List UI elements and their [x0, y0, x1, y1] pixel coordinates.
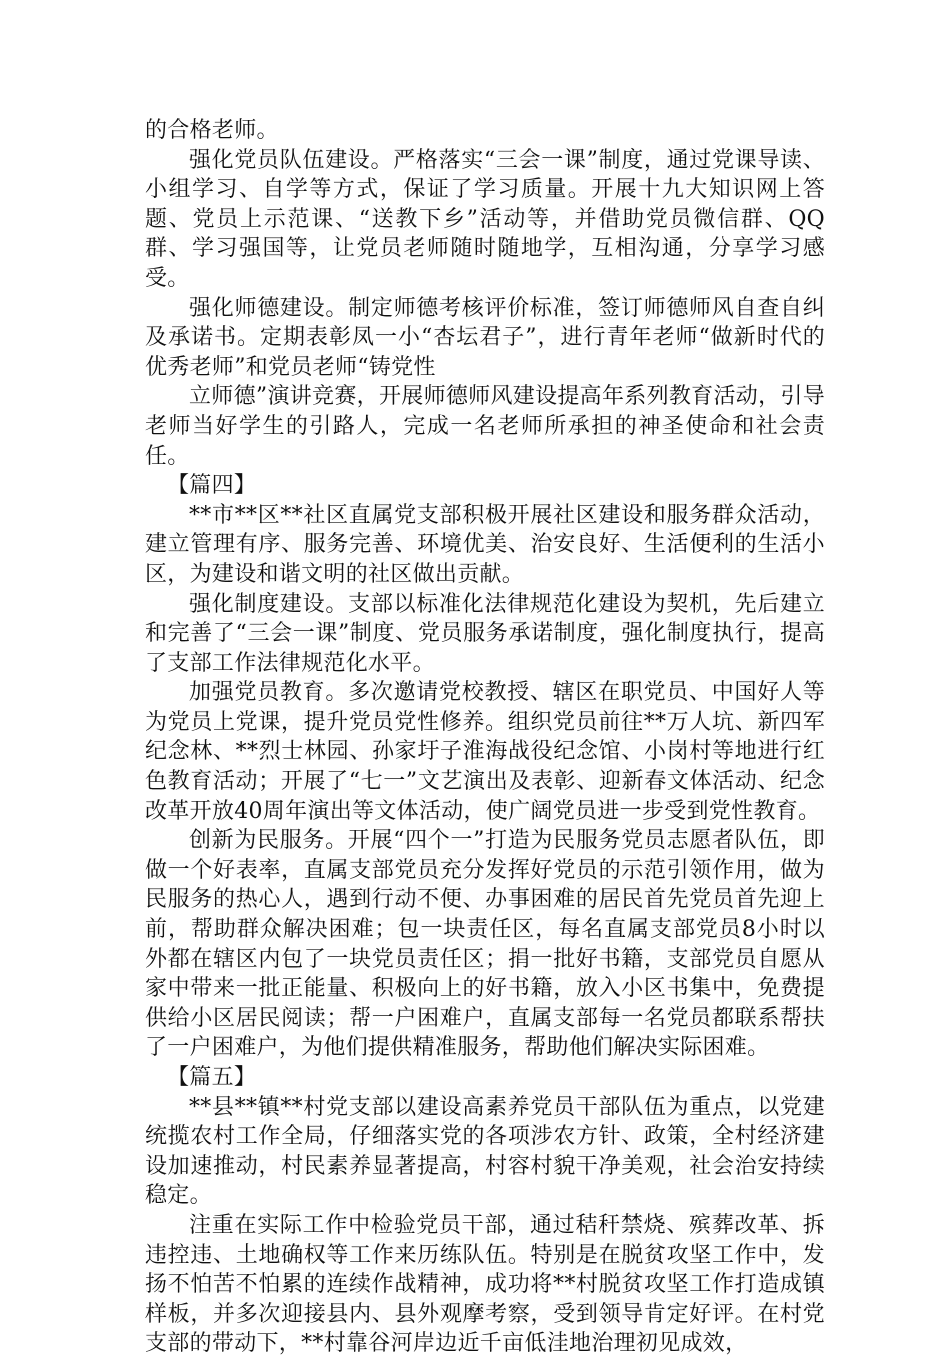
- paragraph: 注重在实际工作中检验党员干部，通过秸秆禁烧、殡葬改革、拆违控违、土地确权等工作来历练队伍。特别是在脱贫攻坚工作中，发扬不怕苦不怕累的连续作战精神，成功将**村脱贫攻坚工作打造成镇样板，并多次迎接县内、县外观摩考察，受到领导肯定好评。在村党支部的带动下，**村靠谷河岸边近千亩低洼地治理初见成效，: [145, 1212, 825, 1357]
- paragraph: 强化师德建设。制定师德考核评价标准，签订师德师风自查自纠及承诺书。定期表彰凤一小“杏坛君子”，进行青年老师“做新时代的优秀老师”和党员老师“铸党性: [145, 295, 825, 380]
- section-heading: 【篇五】: [167, 1065, 257, 1090]
- document-body: [145, 116, 825, 1359]
- paragraph: 的合格老师。: [145, 118, 279, 143]
- paragraph: 强化党员队伍建设。严格落实“三会一课”制度，通过党课导读、小组学习、自学等方式，保证了学习质量。开展十九大知识网上答题、党员上示范课、“送教下乡”活动等，并借助党员微信群、QQ群、学习强国等，让党员老师随时随地学，互相沟通，分享学习感受。: [145, 147, 825, 291]
- section-heading: 【篇四】: [167, 473, 257, 499]
- paragraph: **县**镇**村党支部以建设高素养党员干部队伍为重点，以党建统揽农村工作全局，仔细落实党的各项涉农方针、政策，全村经济建设加速推动，村民素养显著提高，村容村貌干净美观，社会治安持续稳定。: [145, 1094, 825, 1209]
- paragraph: 加强党员教育。多次邀请党校教授、辖区在职党员、中国好人等为党员上党课，提升党员党性修养。组织党员前往**万人坑、新四军纪念林、**烈士林园、孙家圩子淮海战役纪念馆、小岗村等地进行红色教育活动；开展了“七一”文艺演出及表彰、迎新春文体活动、纪念改革开放40周年演出等文体活动，使广阔党员进一步受到党性教育。: [145, 680, 825, 824]
- paragraph: 创新为民服务。开展“四个一”打造为民服务党员志愿者队伍，即做一个好表率，直属支部党员充分发挥好党员的示范引领作用，做为民服务的热心人，遇到行动不便、办事困难的居民首先党员首先迎上前，帮助群众解决困难；包一块责任区，每名直属支部党员8小时以外都在辖区内包了一块党员责任区；捐一批好书籍，支部党员自愿从家中带来一批正能量、积极向上的好书籍，放入小区书集中，免费提供给小区居民阅读；帮一户困难户，直属支部每一名党员都联系帮扶了一户困难户，为他们提供精准服务，帮助他们解决实际困难。: [145, 828, 825, 1061]
- paragraph: 强化制度建设。支部以标准化法律规范化建设为契机，先后建立和完善了“三会一课”制度、党员服务承诺制度，强化制度执行，提高了支部工作法律规范化水平。: [145, 591, 825, 676]
- paragraph: 立师德”演讲竞赛，开展师德师风建设提高年系列教育活动，引导老师当好学生的引路人，完成一名老师所承担的神圣使命和社会责任。: [145, 384, 825, 469]
- paragraph: **市**区**社区直属党支部积极开展社区建设和服务群众活动，建立管理有序、服务完善、环境优美、治安良好、生活便利的生活小区，为建设和谐文明的社区做出贡献。: [145, 502, 825, 587]
